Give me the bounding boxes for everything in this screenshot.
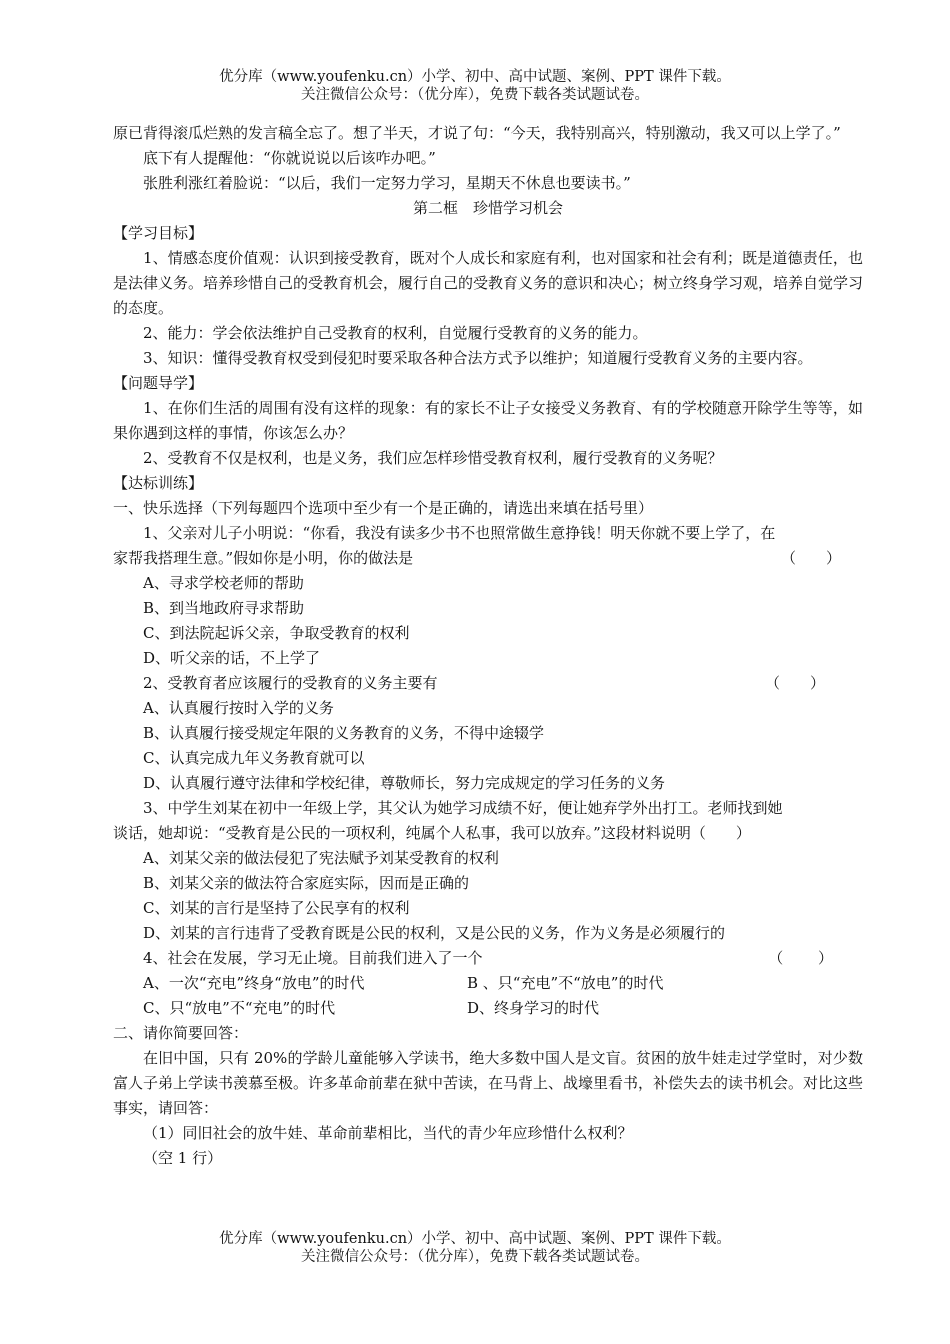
training-heading: 【达标训练】 [113, 474, 204, 492]
header-line-2: 关注微信公众号：（优分库），免费下载各类试题试卷。 [301, 87, 649, 103]
q3-stem-line-1: 3、中学生刘某在初中一年级上学，其父认为她学习成绩不好，便让她弃学外出打工。老师找到她 [143, 799, 783, 817]
goals-heading: 【学习目标】 [113, 224, 204, 242]
q2-stem-text: 2、受教育者应该履行的受教育的义务主要有 [143, 674, 438, 692]
q4-answer-paren: （ ） [768, 949, 833, 967]
intro-paragraph-3: 张胜利涨红着脸说：“以后，我们一定努力学习，星期天不休息也要读书。” [143, 174, 631, 192]
q1-option-c: C、到法院起诉父亲，争取受教育的权利 [143, 624, 410, 642]
q3-option-b: B、刘某父亲的做法符合家庭实际，因而是正确的 [143, 874, 470, 892]
q4-options-row-2 [113, 996, 863, 1021]
footer-line-1: 优分库（www.youfenku.cn）小学、初中、高中试题、案例、PPT 课件下载。 [219, 1231, 731, 1247]
intro-paragraph-2: 底下有人提醒他：“你就说说以后该咋办吧。” [143, 149, 436, 167]
header-line-1: 优分库（www.youfenku.cn）小学、初中、高中试题、案例、PPT 课件下载。 [219, 69, 731, 85]
q1-option-d: D、听父亲的话，不上学了 [143, 649, 321, 667]
part2-passage: 在旧中国，只有 20%的学龄儿童能够入学读书，绝大多数中国人是文盲。贫困的放牛娃走过学堂时，对少数富人子弟上学读书羡慕至极。许多革命前辈在狱中苦读，在马背上、战壕里看书，补偿失去的读书机会。对比这些事实，请回答： [113, 1049, 864, 1117]
page-footer [0, 1230, 950, 1266]
q4-stem-text: 4、社会在发展，学习无止境。目前我们进入了一个 [143, 949, 483, 967]
q1-stem-line-1: 1、父亲对儿子小明说：“你看，我没有读多少书不也照常做生意挣钱！明天你就不要上学了，在 [143, 524, 776, 542]
part2-answer-blank: （空 1 行） [143, 1149, 223, 1167]
q2-option-a: A、认真履行按时入学的义务 [143, 699, 334, 717]
q4-options-row-1 [113, 971, 863, 996]
part2-title: 二、请你简要回答： [113, 1024, 249, 1042]
q1-option-a: A、寻求学校老师的帮助 [143, 574, 304, 592]
footer-line-2: 关注微信公众号：（优分库），免费下载各类试题试卷。 [301, 1249, 649, 1265]
q4-option-a: A、一次“充电”终身“放电”的时代 [143, 974, 365, 992]
q3-stem-line-2: 谈话，她却说：“受教育是公民的一项权利，纯属个人私事，我可以放弃。”这段材料说明（ ） [113, 824, 751, 842]
q3-option-d: D、刘某的言行违背了受教育既是公民的权利，又是公民的义务，作为义务是必须履行的 [143, 924, 726, 942]
q2-stem [113, 671, 863, 696]
q1-stem-text: 家帮我搭理生意。”假如你是小明，你的做法是 [113, 549, 414, 567]
goal-item-1: 1、情感态度价值观：认识到接受教育，既对个人成长和家庭有利，也对国家和社会有利；既是道德责任，也是法律义务。培养珍惜自己的受教育机会，履行自己的受教育义务的意识和决心；树立终身学习观，培养自觉学习的态度。 [113, 249, 864, 317]
q4-stem [113, 946, 863, 971]
q4-option-c: C、只“放电”不“充电”的时代 [143, 999, 336, 1017]
guide-item-2: 2、受教育不仅是权利，也是义务，我们应怎样珍惜受教育权利，履行受教育的义务呢？ [143, 449, 723, 467]
q2-answer-paren: （ ） [764, 674, 825, 692]
q1-answer-paren: （ ） [780, 549, 841, 567]
q3-option-c: C、刘某的言行是坚持了公民享有的权利 [143, 899, 410, 917]
q1-stem-line-2 [113, 546, 863, 571]
q4-option-d: D、终身学习的时代 [467, 999, 600, 1017]
intro-paragraph-1: 原已背得滚瓜烂熟的发言稿全忘了。想了半天，才说了句：“今天，我特别高兴，特别激动，我又可以上学了。” [113, 124, 841, 142]
document-body [113, 121, 863, 1171]
q2-option-d: D、认真履行遵守法律和学校纪律，尊敬师长，努力完成规定的学习任务的义务 [143, 774, 666, 792]
goal-item-3: 3、知识：懂得受教育权受到侵犯时要采取各种合法方式予以维护；知道履行受教育义务的主要内容。 [143, 349, 813, 367]
q1-option-b: B、到当地政府寻求帮助 [143, 599, 305, 617]
section-title: 第二框 珍惜学习机会 [412, 199, 563, 217]
part1-title: 一、快乐选择（下列每题四个选项中至少有一个是正确的，请选出来填在括号里） [113, 499, 654, 517]
goal-item-2: 2、能力：学会依法维护自己受教育的权利，自觉履行受教育的义务的能力。 [143, 324, 648, 342]
guide-item-1: 1、在你们生活的周围有没有这样的现象：有的家长不让子女接受义务教育、有的学校随意开除学生等等，如果你遇到这样的事情，你该怎么办？ [113, 399, 863, 442]
part2-question-1: （1）同旧社会的放牛娃、革命前辈相比，当代的青少年应珍惜什么权利？ [143, 1124, 633, 1142]
q2-option-b: B、认真履行接受规定年限的义务教育的义务，不得中途辍学 [143, 724, 545, 742]
page-header [0, 68, 950, 104]
guide-heading: 【问题导学】 [113, 374, 204, 392]
q2-option-c: C、认真完成九年义务教育就可以 [143, 749, 365, 767]
q4-option-b: B 、只“充电”不“放电”的时代 [467, 974, 664, 992]
q3-option-a: A、刘某父亲的做法侵犯了宪法赋予刘某受教育的权利 [143, 849, 499, 867]
